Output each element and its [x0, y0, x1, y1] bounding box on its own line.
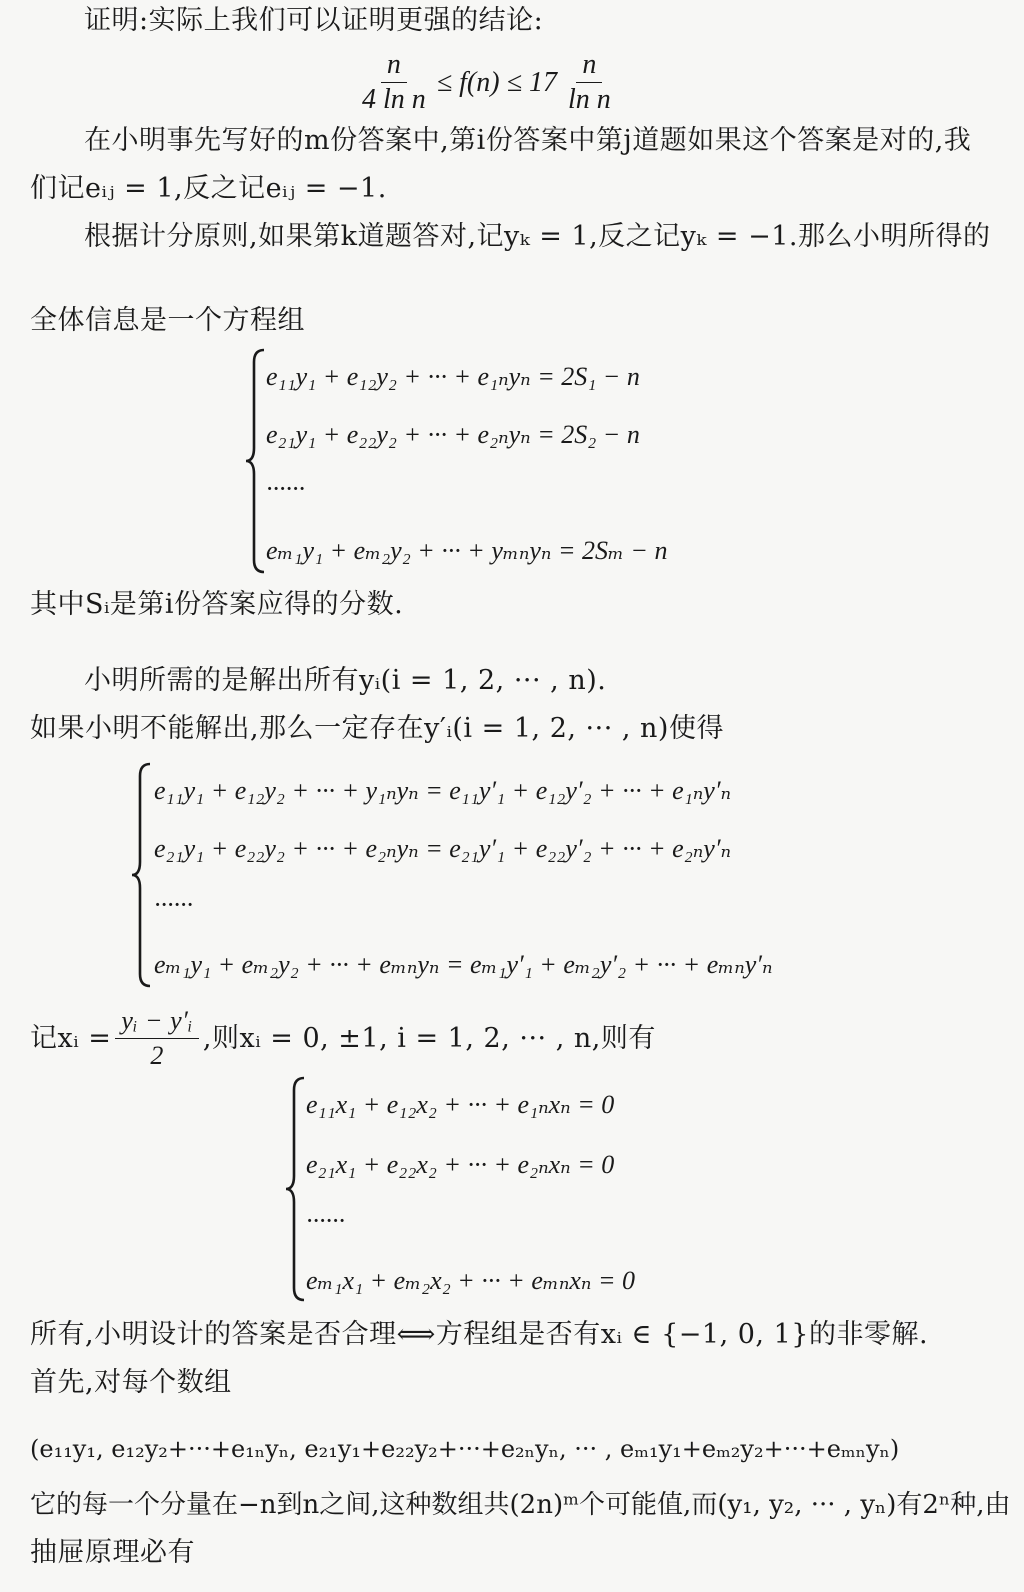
equation: eₘ₁x₁ + eₘ₂x₂ + ··· + eₘₙxₙ = 0 [306, 1266, 635, 1295]
equation: e₁₁y₁ + e₁₂y₂ + ··· + e₁ₙyₙ = 2S₁ − n [266, 362, 640, 391]
fraction-left: $\frac{n}{\text{4 ln n}}$ [362, 49, 426, 115]
equation: e₂₁x₁ + e₂₂x₂ + ··· + e₂ₙxₙ = 0 [306, 1150, 615, 1179]
equation: eₘ₁y₁ + eₘ₂y₂ + ··· + eₘₙyₙ = eₘ₁y′₁ + eₘ₂y′₂ + ··· + eₘₙy′ₙ [154, 950, 773, 979]
left-brace [244, 348, 266, 574]
paragraph-line: 们记eᵢⱼ = 1,反之记eᵢⱼ = −1. [30, 173, 387, 204]
equation: e₁₁y₁ + e₁₂y₂ + ··· + y₁ₙyₙ = e₁₁y′₁ + e₁₂y′₂ + ··· + e₁ₙy′ₙ [154, 776, 732, 805]
equation: eₘ₁y₁ + eₘ₂y₂ + ··· + yₘₙyₙ = 2Sₘ − n [266, 536, 668, 565]
equation-ellipsis: ······ [154, 890, 193, 919]
paragraph-line: 其中Sᵢ是第i份答案应得的分数. [30, 589, 404, 620]
left-brace [284, 1076, 306, 1302]
equation: e₂₁y₁ + e₂₂y₂ + ··· + e₂ₙyₙ = e₂₁y′₁ + e₂₂y′₂ + ··· + e₂ₙy′ₙ [154, 834, 732, 863]
paragraph-line: 首先,对每个数组 [30, 1367, 232, 1398]
paragraph-line: 它的每一个分量在−n到n之间,这种数组共(2n)ᵐ个可能值,而(y₁, y₂, ··· , yₙ)有2ⁿ种,由 [30, 1490, 1011, 1520]
paragraph-line: 根据计分原则,如果第k道题答对,记yₖ = 1,反之记yₖ = −1.那么小明所得的 [84, 221, 991, 252]
proof-intro: 证明:实际上我们可以证明更强的结论: [84, 5, 544, 36]
equation-ellipsis: ······ [306, 1206, 345, 1235]
xi-definition: 记xᵢ = $\frac{\text{yᵢ − y′ᵢ}}{2}$ ,则xᵢ = 0, ±1, i = 1, 2, ··· , n,则有 [30, 1006, 656, 1070]
equation: e₂₁y₁ + e₂₂y₂ + ··· + e₂ₙyₙ = 2S₂ − n [266, 420, 640, 449]
main-inequality: $\frac{n}{\text{4 ln n}}$ ≤ f(n) ≤ 17 $\frac{n}{\text{ln n}}$ [362, 49, 611, 115]
paragraph-line: 全体信息是一个方程组 [30, 305, 305, 336]
paragraph-line: 小明所需的是解出所有yᵢ(i = 1, 2, ··· , n). [84, 665, 607, 696]
equation-ellipsis: ······ [266, 474, 305, 503]
tuple-line: (e₁₁y₁, e₁₂y₂+···+e₁ₙyₙ, e₂₁y₁+e₂₂y₂+···+e₂ₙyₙ, ··· , eₘ₁y₁+eₘ₂y₂+···+eₘₙyₙ) [30, 1435, 900, 1463]
fraction-right: $\frac{n}{\text{ln n}}$ [567, 49, 611, 115]
paragraph-line: 所有,小明设计的答案是否合理⟺方程组是否有xᵢ ∈ {−1, 0, 1}的非零解. [30, 1319, 929, 1350]
paragraph-line: 在小明事先写好的m份答案中,第i份答案中第j道题如果这个答案是对的,我 [84, 125, 972, 156]
paragraph-line: 如果小明不能解出,那么一定存在y′ᵢ(i = 1, 2, ··· , n)使得 [30, 713, 724, 744]
left-brace [130, 762, 152, 988]
fraction-xi: $\frac{\text{yᵢ − y′ᵢ}}{2}$ [115, 1006, 199, 1071]
equation: e₁₁x₁ + e₁₂x₂ + ··· + e₁ₙxₙ = 0 [306, 1090, 615, 1119]
paragraph-line: 抽屉原理必有 [30, 1537, 195, 1568]
